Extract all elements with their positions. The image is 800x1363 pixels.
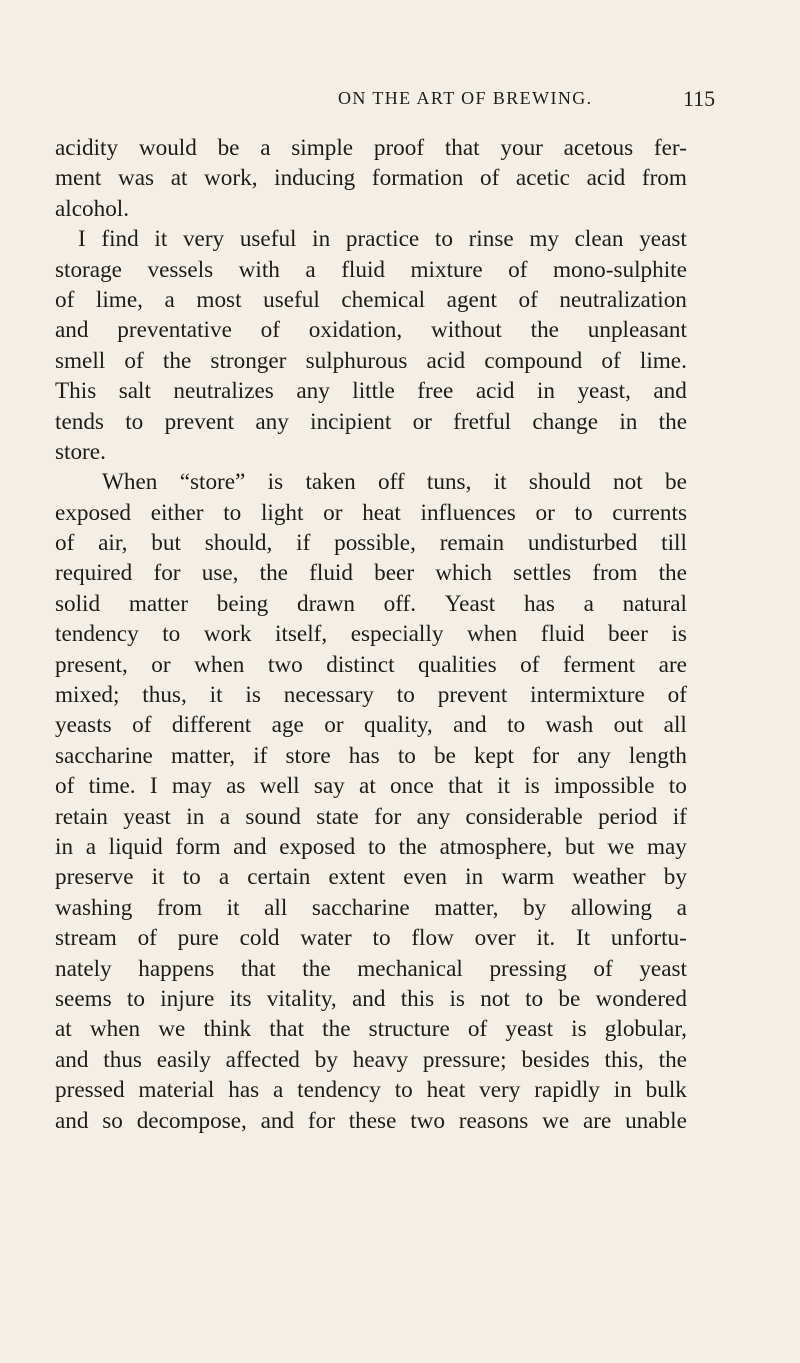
text-line: retain yeast in a sound state for any considerable period if: [55, 803, 687, 830]
page-number: 115: [683, 86, 716, 111]
text-line: preserve it to a certain extent even in warm weather by: [55, 864, 687, 891]
text-line: of air, but should, if possible, remain undisturbed till: [55, 530, 687, 557]
running-title: ON THE ART OF BREWING.: [338, 88, 593, 108]
text-line: alcohol.: [55, 195, 130, 222]
text-line: seems to injure its vitality, and this is not to be wondered: [55, 985, 687, 1012]
text-line: saccharine matter, if store has to be kept for any length: [55, 742, 687, 769]
text-line: nately happens that the mechanical pressing of yeast: [55, 955, 687, 982]
text-line: storage vessels with a fluid mixture of mono-sulphite: [55, 256, 687, 283]
text-line: tends to prevent any incipient or fretful change in the: [55, 408, 687, 435]
text-line: at when we think that the structure of yeast is globular,: [55, 1016, 687, 1043]
text-line: ment was at work, inducing formation of acetic acid from: [55, 165, 687, 192]
running-head: [0, 88, 800, 118]
paragraph-first-line: When “store” is taken off tuns, it should not be: [102, 469, 687, 496]
text-line: store.: [55, 438, 106, 465]
text-line: tendency to work itself, especially when fluid beer is: [55, 621, 687, 648]
paragraph-first-line: I find it very useful in practice to rinse my clean yeast: [78, 226, 687, 253]
text-line: stream of pure cold water to flow over it. It unfortu-: [55, 925, 687, 952]
text-line: solid matter being drawn off. Yeast has a natural: [55, 590, 687, 617]
text-line: and preventative of oxidation, without the unpleasant: [55, 317, 687, 344]
text-line: of lime, a most useful chemical agent of neutralization: [55, 286, 687, 313]
text-line: required for use, the fluid beer which settles from the: [55, 560, 687, 587]
text-line: smell of the stronger sulphurous acid compound of lime.: [55, 347, 687, 374]
text-line: of time. I may as well say at once that it is impossible to: [55, 773, 687, 800]
text-line: in a liquid form and exposed to the atmosphere, but we may: [55, 833, 687, 860]
text-line: and thus easily affected by heavy pressure; besides this, the: [55, 1046, 687, 1073]
text-line: mixed; thus, it is necessary to prevent intermixture of: [55, 682, 687, 709]
body-text: [55, 133, 687, 1136]
text-line: acidity would be a simple proof that your acetous fer-: [55, 135, 687, 161]
text-line: present, or when two distinct qualities of ferment are: [55, 651, 687, 678]
text-line: exposed either to light or heat influences or to currents: [55, 499, 687, 526]
text-line: pressed material has a tendency to heat very rapidly in bulk: [55, 1077, 687, 1104]
text-line: This salt neutralizes any little free acid in yeast, and: [55, 378, 687, 405]
text-line: yeasts of different age or quality, and to wash out all: [55, 712, 687, 739]
text-line: washing from it all saccharine matter, by allowing a: [55, 894, 687, 921]
text-line: and so decompose, and for these two reasons we are unable: [55, 1107, 687, 1134]
